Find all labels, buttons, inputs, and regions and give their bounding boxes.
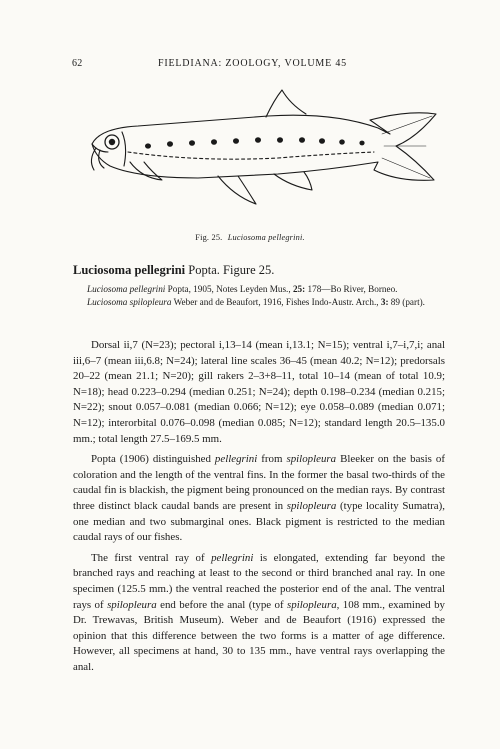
figure-reference: Figure 25. (223, 263, 275, 277)
species-heading (73, 263, 274, 278)
synonym-entry (73, 283, 448, 296)
fish-illustration (78, 86, 438, 222)
synonym-volume: 25: (292, 284, 306, 294)
species-italic: spilopleura (107, 598, 157, 611)
ventral-ray-paragraph (73, 551, 445, 676)
body-outline (92, 113, 436, 180)
meristics-paragraph: Dorsal ii,7 (N=23); pectoral i,13–14 (mean i,13.1; N=15); ventral i,7–i,7,i; anal iii,6–7 (mean iii,6.8; N=24); lateral line scales 36–45 (mean 40.2; N=12); predorsals 20–22 (mean 21.1; N=20); gill rakers 2–3+8–11, total 10–14 (mean of total 10.9; N=18); head 0.223–0.294 (median 0.251; N=24); depth 0.198–0.234 (median 0.215; N=22); snout 0.057–0.081 (median 0.066; N=12); eye 0.058–0.089 (median 0.071; N=12); interorbital 0.076–0.098 (median 0.085; N=12); standard length 20.5–135.0 mm.; total length 27.5–169.5 mm. (73, 339, 445, 445)
species-italic: spilopleura, (287, 598, 340, 611)
species-italic: spilopleura (286, 453, 337, 466)
text-run: Bleeker on the basis of coloration and the length of the ventral fins. In the former the basal two-thirds of the caudal fin is blackish, the pigment being pronounced on the median rays. By contrast three distinct black caudal bands are present in (73, 453, 445, 512)
gill-cover (122, 132, 126, 166)
synonym-locality: 178—Bo River, Borneo. (307, 284, 398, 294)
pelvic-fin (218, 176, 256, 204)
figure-label: Fig. 25. (195, 233, 223, 242)
synonym-name: Luciosoma pellegrini (87, 284, 166, 294)
fish-drawing (78, 86, 438, 222)
text-run: from (261, 453, 283, 466)
journal-title: FIELDIANA: ZOOLOGY, VOLUME 45 (158, 58, 347, 69)
species-italic: pellegrini (214, 453, 258, 466)
dorsal-fin (266, 90, 306, 117)
pectoral-fin (130, 162, 162, 180)
synonym-entry (73, 296, 448, 309)
species-italic: spilopleura (286, 499, 337, 512)
coloration-paragraph (73, 452, 445, 546)
text-run: (type locality Sumatra), one median and two submarginal ones. Black pigment is restricted to the median caudal rays of our fishes. (73, 499, 445, 544)
synonymy-list (73, 283, 448, 309)
species-italic: pellegrini (211, 551, 254, 564)
synonym-citation: Popta, 1905, Notes Leyden Mus., (167, 284, 291, 294)
species-author: Popta. (188, 263, 220, 277)
body-text (73, 338, 445, 680)
text-run: The first ventral ray of (91, 551, 205, 564)
synonym-volume: 3: (380, 297, 389, 308)
text-run: is elongated, extending far beyond the branched rays and reaching at least to the second or third branched anal ray. In one specimen (125.5 mm.) the ventral reached the posterior end of the anal. The ventral rays of (73, 551, 445, 611)
lateral-spots (145, 137, 365, 148)
species-name: Luciosoma pellegrini (73, 263, 186, 277)
text-run: 108 mm., examined by Dr. Trewavas, British Museum). Weber and de Beaufort (1916) expressed the opinion that this difference between the two forms is a matter of age difference. However, all specimens at hand, 30 to 135 mm., have ventral rays overlapping the anal. (73, 598, 445, 673)
caudal-rays (382, 116, 432, 178)
lateral-line (128, 152, 374, 159)
synonym-citation: Weber and de Beaufort, 1916, Fishes Indo-Austr. Arch., (173, 297, 379, 308)
figure-caption (0, 233, 500, 242)
synonym-locality: 89 (part). (390, 297, 425, 308)
text-run: Popta (1906) distinguished (91, 453, 211, 466)
pupil (109, 139, 115, 145)
page-number: 62 (72, 58, 83, 69)
text-run: end before the anal (type of (160, 598, 284, 611)
anal-fin (274, 172, 312, 190)
synonym-name: Luciosoma spilopleura (87, 297, 172, 308)
figure-species: Luciosoma pellegrini. (227, 233, 305, 242)
